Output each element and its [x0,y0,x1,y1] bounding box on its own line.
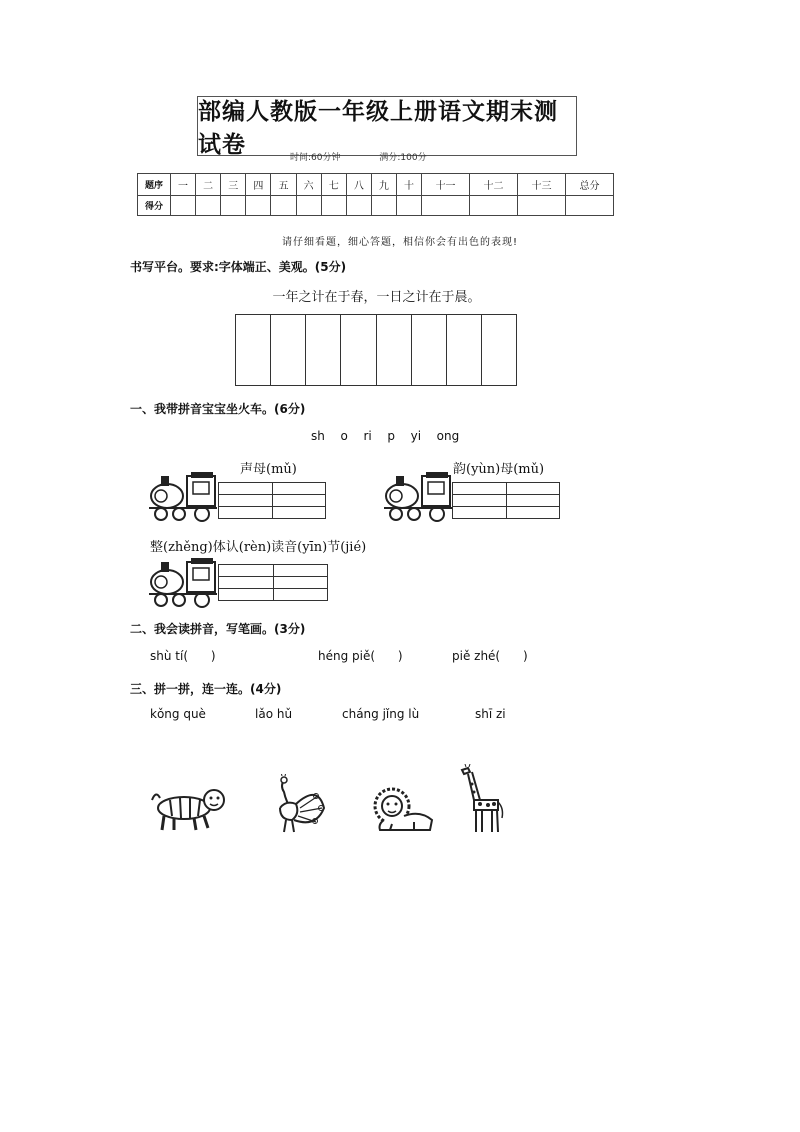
stroke-item-1[interactable]: shù tí( ) [150,649,216,663]
car-cell[interactable] [506,483,561,494]
writing-cell[interactable] [271,315,306,385]
col-13: 十三 [518,174,566,196]
col-2: 二 [196,174,221,196]
car-row [218,495,326,507]
car-cell[interactable] [272,507,327,518]
train3-cars[interactable] [218,564,328,601]
score-cell[interactable] [470,196,518,216]
writing-cell[interactable] [447,315,482,385]
col-11: 十一 [422,174,470,196]
car-row [452,495,560,507]
writing-grid[interactable] [235,314,517,386]
col-12: 十二 [470,174,518,196]
match-word-1[interactable]: kǒng què [150,707,206,721]
train3-label: 整(zhěng)体认(rèn)读音(yīn)节(jié) [150,540,367,555]
car-cell[interactable] [506,507,561,518]
peacock-icon[interactable] [266,774,328,836]
car-row [218,589,328,601]
car-row [218,565,328,577]
writing-cell[interactable] [341,315,376,385]
car-cell[interactable] [452,507,506,518]
stroke-item-3[interactable]: piě zhé( ) [452,649,528,663]
row-label-order: 题序 [138,174,171,196]
row-label-score: 得分 [138,196,171,216]
col-7: 七 [321,174,346,196]
writing-heading: 书写平台。要求:字体端正、美观。(5分) [130,260,347,274]
car-cell[interactable] [452,483,506,494]
writing-cell[interactable] [377,315,412,385]
score-table-score-row [138,196,614,216]
col-total: 总分 [565,174,613,196]
car-row [218,483,326,495]
train2-cars[interactable] [452,482,560,519]
col-8: 八 [346,174,371,196]
score-cell[interactable] [396,196,421,216]
car-cell[interactable] [273,565,329,576]
page-title: 部编人教版一年级上册语文期末测试卷 [198,98,558,158]
train1-label: 声母(mǔ) [240,462,297,477]
score-cell[interactable] [271,196,296,216]
car-cell[interactable] [452,495,506,506]
car-cell[interactable] [218,483,272,494]
car-cell[interactable] [218,589,273,600]
train-engine-icon [147,556,219,608]
giraffe-icon[interactable] [452,764,508,836]
col-10: 十 [396,174,421,196]
car-row [218,507,326,519]
col-4: 四 [246,174,271,196]
score-cell[interactable] [196,196,221,216]
car-cell[interactable] [273,577,329,588]
exam-score: 满分:100分 [379,153,427,163]
car-cell[interactable] [273,589,329,600]
score-cell[interactable] [346,196,371,216]
score-cell[interactable] [246,196,271,216]
score-table [137,173,614,216]
car-row [452,507,560,519]
train1-cars[interactable] [218,482,326,519]
section2-heading: 二、我会读拼音，写笔画。(3分) [130,622,306,636]
col-3: 三 [221,174,246,196]
tiger-icon[interactable] [148,784,230,834]
car-cell[interactable] [506,495,561,506]
score-table-header-row [138,174,614,196]
instruction-note: 请仔细看题，细心答题，相信你会有出色的表现! [281,237,518,248]
car-cell[interactable] [218,577,273,588]
match-word-4[interactable]: shī zi [475,707,506,721]
title-box [197,96,577,156]
car-cell[interactable] [218,507,272,518]
score-cell[interactable] [371,196,396,216]
score-cell[interactable] [518,196,566,216]
car-cell[interactable] [272,483,327,494]
train2-label: 韵(yùn)母(mǔ) [453,462,545,477]
section1-heading: 一、我带拼音宝宝坐火车。(6分) [130,402,306,416]
train-engine-icon [147,470,219,522]
pinyin-list: sh o ri p yi ong [311,429,460,443]
writing-cell[interactable] [482,315,516,385]
writing-cell[interactable] [412,315,447,385]
section3-heading: 三、拼一拼，连一连。(4分) [130,682,282,696]
stroke-item-2[interactable]: héng piě( ) [318,649,403,663]
col-5: 五 [271,174,296,196]
exam-info [290,150,463,163]
writing-cell[interactable] [236,315,271,385]
score-cell[interactable] [296,196,321,216]
writing-cell[interactable] [306,315,341,385]
car-row [452,483,560,495]
score-cell[interactable] [171,196,196,216]
match-word-3[interactable]: cháng jǐng lù [342,707,420,721]
col-6: 六 [296,174,321,196]
poem-line: 一年之计在于春，一日之计在于晨。 [272,290,481,305]
col-1: 一 [171,174,196,196]
car-row [218,577,328,589]
score-cell[interactable] [221,196,246,216]
car-cell[interactable] [272,495,327,506]
score-cell[interactable] [422,196,470,216]
score-cell[interactable] [565,196,613,216]
score-cell[interactable] [321,196,346,216]
car-cell[interactable] [218,495,272,506]
col-9: 九 [371,174,396,196]
match-word-2[interactable]: lǎo hǔ [255,707,293,721]
exam-time: 时间:60分钟 [290,153,341,163]
car-cell[interactable] [218,565,273,576]
train-engine-icon [382,470,454,522]
lion-icon[interactable] [370,786,436,836]
